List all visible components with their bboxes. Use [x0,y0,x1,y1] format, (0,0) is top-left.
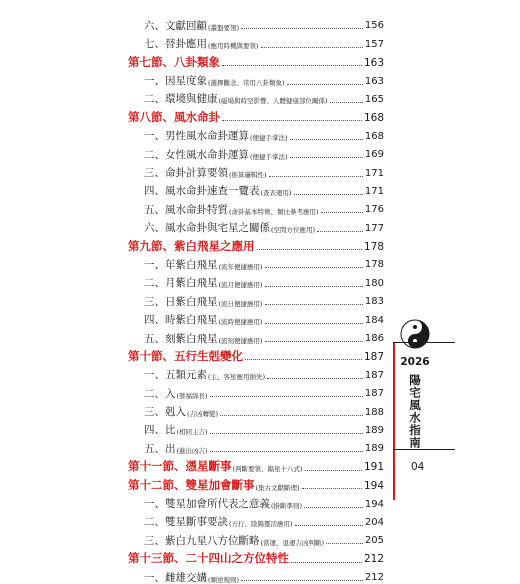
page-number-rule [393,449,455,450]
toc-entry-row [128,270,384,288]
toc-entry-row [128,326,384,344]
toc-chapter-row [128,234,384,252]
toc-page-number: 163 [364,75,384,87]
toc-entry-note: (磁場與時空影響、人體健康部位關係) [218,97,328,106]
sidebar-top-rule [393,342,455,343]
toc-leader-dots [305,470,362,471]
toc-page-number: 178 [364,259,384,271]
toc-entry-note: (流年便捷應用) [218,262,263,271]
toc-leader-dots [326,543,363,544]
toc-leader-dots [290,139,363,140]
toc-leader-dots [265,304,363,305]
toc-page-number: 178 [363,240,384,253]
toc-entry-row [128,160,384,178]
toc-entry-note: (流月便捷應用) [218,281,263,290]
toc-entry-title: 一、雙星加會所代表之意義 [144,498,270,511]
toc-entry-title: 一、因星度象 [144,75,207,88]
toc-entry-row [128,31,384,49]
toc-page-number: 187 [364,369,384,381]
toc-leader-dots [210,451,363,452]
toc-page-number: 165 [364,93,384,105]
toc-entry-row [128,362,384,380]
toc-page-number: 189 [364,424,384,436]
toc-entry-note: (判斷要領、隔星十八式) [232,465,303,474]
toc-leader-dots [267,378,363,379]
toc-entry-note: (便捷手掌法) [250,152,288,161]
toc-page-number: 171 [364,167,384,179]
toc-entry-note: (發福綿長) [176,391,208,400]
page-number: 04 [411,461,425,473]
toc-page-number: 171 [364,185,384,197]
toc-leader-dots [245,359,362,360]
toc-leader-dots [287,84,363,85]
toc-chapter-row [128,105,384,123]
toc-page-number: 168 [363,111,384,124]
toc-entry-title: 五、風水命卦特質 [144,203,228,216]
toc-leader-dots [265,341,363,342]
toc-entry-note: (主、客星應用損先) [208,373,266,382]
toc-entry-note: (掛斷準則) [271,502,303,511]
toc-entry-row [128,418,384,436]
toc-page-number: 212 [363,553,384,566]
toc-chapter-title: 第十二節、雙星加會斷事 [128,477,255,492]
toc-entry-note: (空間方位應用) [271,226,316,235]
toc-page-number: 212 [364,572,384,584]
toc-chapter-title: 第九節、紫白飛星之應用 [128,238,255,253]
toc-page-number: 194 [364,498,384,510]
toc-entry-note: (流時便捷應用) [218,318,263,327]
toc-entry-note: (當運、退運吉凶判斷) [260,538,325,547]
toc-entry-title: 二、月紫白飛星 [144,277,218,290]
toc-page-number: 157 [364,38,384,50]
toc-leader-dots [257,249,362,250]
toc-page-number: 176 [364,204,384,216]
toc-chapter-row [128,546,384,564]
toc-leader-dots [265,267,363,268]
toc-entry-row [128,68,384,86]
toc-leader-dots [294,194,363,195]
toc-chapter-row [128,454,384,472]
toc-chapter-title: 第七節、八卦類象 [128,54,220,69]
toc-entry-row [128,13,384,31]
toc-entry-row [128,215,384,233]
toc-entry-title: 五、刻紫白飛星 [144,332,218,345]
toc-entry-title: 三、剋入 [144,406,186,419]
toc-leader-dots [302,488,362,489]
toc-page-number: 180 [364,277,384,289]
toc-page-number: 188 [364,406,384,418]
toc-entry-title: 六、風水命卦與宅星之關係 [144,222,270,235]
toc-entry-note: (流刻便捷應用) [218,336,263,345]
book-year: 2026 [400,356,430,368]
toc-entry-row [128,289,384,307]
toc-entry-row [128,491,384,509]
toc-entry-note: (五行、陰陽靈活應用) [229,520,293,529]
toc-leader-dots [317,231,363,232]
toc-entry-title: 四、風水命卦速查一覽表 [144,185,260,198]
toc-entry-note: (流日便捷應用) [218,299,263,308]
toc-page-number: 183 [364,296,384,308]
toc-entry-note: (選擇觀念、常用八卦類象) [208,79,285,88]
toc-chapter-title: 第八節、風水命卦 [128,109,220,124]
toc-entry-title: 二、環境與健康 [144,93,218,106]
toc-chapter-row [128,50,384,68]
book-title-vertical: 陽宅風水指南 [408,374,422,449]
toc-entry-row [128,528,384,546]
toc-entry-note: (命卦基本特徵、類比參考應用) [229,207,319,216]
toc-leader-dots [241,580,363,581]
toc-leader-dots [241,28,363,29]
toc-entry-row [128,179,384,197]
toc-entry-note: (相同主吉) [176,428,208,437]
toc-entry-note: (應用時機與要領) [208,42,259,51]
toc-leader-dots [210,396,363,397]
toc-chapter-title: 第十節、五行生剋變化 [128,348,243,363]
toc-entry-title: 二、女性風水命卦運算 [144,148,249,161]
toc-entry-row [128,142,384,160]
toc-entry-title: 二、雙星斷事要訣 [144,516,228,529]
toc-entry-title: 五、出 [144,442,176,455]
toc-entry-title: 二、入 [144,387,176,400]
toc-page-number: 191 [363,461,384,474]
toc-leader-dots [265,323,363,324]
toc-entry-note: (吉凶轉變) [187,410,219,419]
toc-entry-row [128,510,384,528]
toc-page-number: 204 [364,516,384,528]
toc-leader-dots [295,525,363,526]
toc-entry-row [128,565,384,583]
toc-entry-note: (推算邏輯性) [229,171,267,180]
toc-page-number: 187 [363,350,384,363]
toc-entry-row [128,123,384,141]
toc-entry-title: 一、雌雄交媾 [144,571,207,584]
toc-leader-dots [210,433,363,434]
toc-leader-dots [290,157,363,158]
toc-leader-dots [321,212,363,213]
toc-entry-title: 一、五類元素 [144,369,207,382]
toc-page-number: 194 [363,479,384,492]
toc-entry-row [128,252,384,270]
toc-page-number: 205 [364,535,384,547]
toc-entry-title: 三、命卦計算要領 [144,167,228,180]
toc-leader-dots [222,120,362,121]
toc-page-number: 184 [364,314,384,326]
toc-leader-dots [220,415,363,416]
toc-chapter-row [128,473,384,491]
toc-entry-row [128,197,384,215]
toc-entry-title: 一、男性風水命卦運算 [144,130,249,143]
yin-yang-icon [400,319,430,349]
toc-entry-note: (順逆規則) [208,575,240,584]
toc-entry-title: 七、替卦應用 [144,38,207,51]
toc-chapter-title: 第十三節、二十四山之方位特性 [128,551,289,566]
toc-page-number: 177 [364,222,384,234]
toc-entry-row [128,399,384,417]
toc-entry-note: (便捷手掌法) [250,134,288,143]
toc-entry-row [128,436,384,454]
toc-entry-row [128,381,384,399]
toc-entry-row [128,87,384,105]
toc-entry-note: (進出凶吉) [176,446,208,455]
toc-entry-title: 四、時紫白飛星 [144,314,218,327]
toc-leader-dots [304,507,363,508]
toc-chapter-title: 第十一節、憑星斷事 [128,459,232,474]
toc-entry-note: (查表運用) [260,189,292,198]
toc-page-number: 156 [364,20,384,32]
toc-leader-dots [269,176,363,177]
toc-page-number: 163 [363,56,384,69]
toc-leader-dots [291,562,362,563]
page-sidebar [393,306,459,500]
table-of-contents [128,13,384,583]
toc-leader-dots [222,65,362,66]
toc-entry-note: (集古文獻斷理) [255,483,300,492]
toc-leader-dots [265,286,363,287]
toc-entry-title: 一、年紫白飛星 [144,258,218,271]
toc-entry-note: (叢盤要領) [208,23,240,32]
toc-page-number: 187 [364,388,384,400]
toc-entry-title: 三、日紫白飛星 [144,295,218,308]
toc-page-number: 189 [364,443,384,455]
toc-leader-dots [330,102,363,103]
toc-entry-title: 四、比 [144,424,176,437]
toc-entry-title: 三、紫白九星八方位斷略 [144,534,260,547]
toc-leader-dots [261,47,363,48]
toc-page-number: 186 [364,333,384,345]
toc-page-number: 169 [364,149,384,161]
toc-entry-row [128,307,384,325]
toc-chapter-row [128,344,384,362]
toc-entry-title: 六、文獻回顧 [144,19,207,32]
toc-page-number: 168 [364,130,384,142]
